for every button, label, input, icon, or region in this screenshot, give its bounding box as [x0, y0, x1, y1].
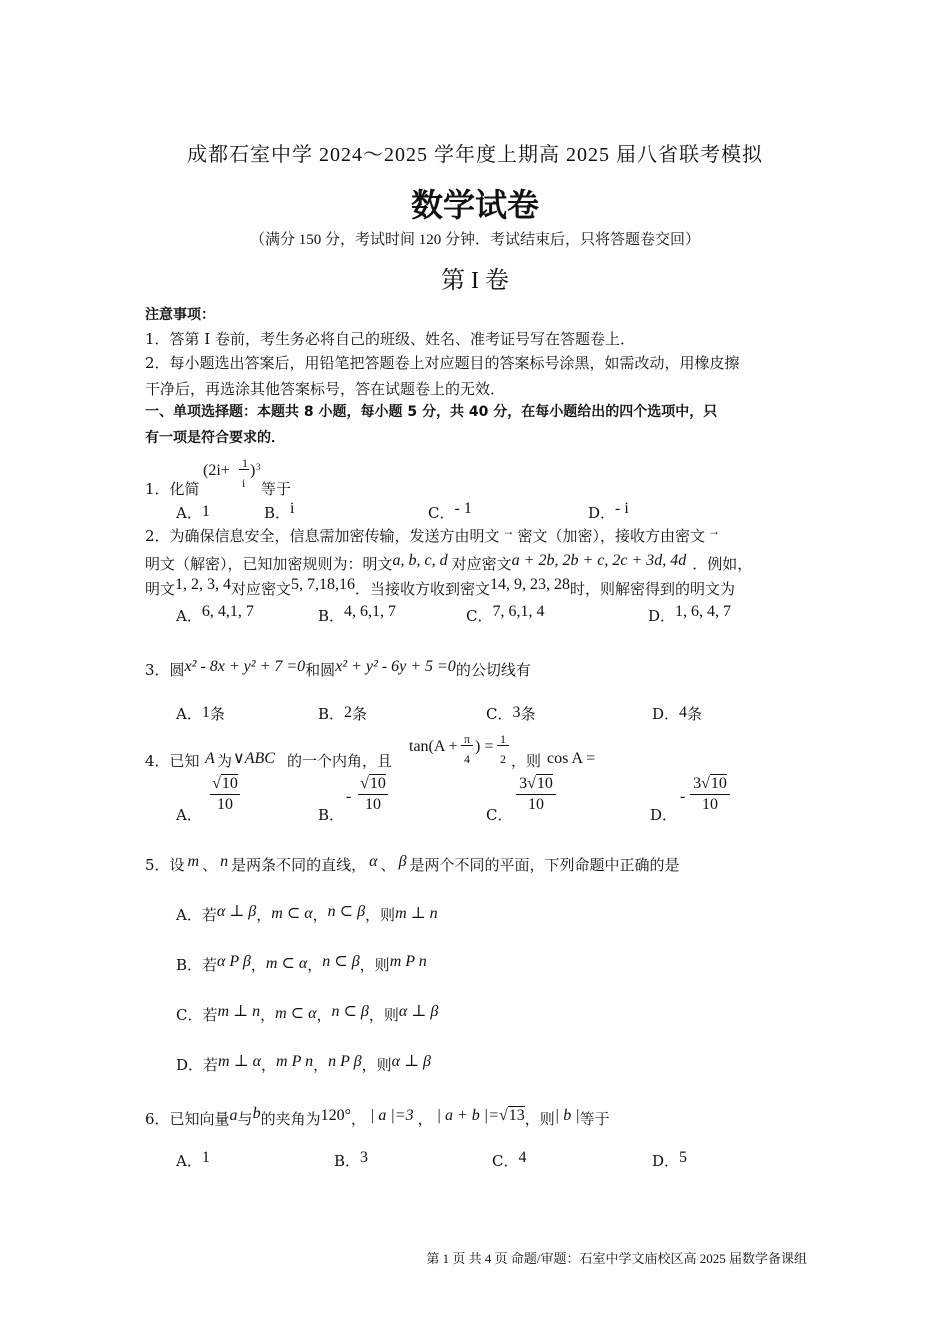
- q1-prefix: 1．化简: [145, 480, 200, 498]
- q2-option-a[interactable]: A．6, 4,1, 7: [176, 603, 254, 625]
- q6-option-b[interactable]: B．3: [334, 1149, 369, 1170]
- arrow-icon: →: [708, 524, 721, 538]
- notice-item-2-line-2: 干净后，再选涂其他答案标号，答在试题卷上的无效．: [145, 380, 506, 398]
- q1-option-b[interactable]: B．i: [264, 500, 295, 522]
- question-2-line-1: 2．为确保信息安全，信息需加密传输，发送方由明文 → 密文（加密），接收方由密文 →: [145, 524, 721, 545]
- q1-expr-open: (2i+: [203, 462, 230, 479]
- q1-suffix: 等于: [261, 480, 292, 498]
- q1-option-a[interactable]: A．1: [176, 503, 210, 522]
- section-heading-line-2: 有一项是符合要求的．: [145, 430, 285, 446]
- q5-option-d[interactable]: D．若m ⊥ α，m P n，n P β，则α ⊥ β: [176, 1053, 432, 1074]
- question-2-line-2: 明文（解密），已知加密规则为：明文a, b, c, d 对应密文a + 2b, 2b + c, 2c + 3d, 4d ．例如，: [145, 552, 753, 573]
- question-4: 4．已知 A 为 ∨ABC 的一个内角，且 tan(A + π 4 ) = 1 2 ，则 cos A =: [145, 732, 596, 770]
- q3-option-a[interactable]: A．1条: [176, 704, 225, 723]
- question-6: 6．已知向量a与b的夹角为120°， | a |=3 ， | a + b |=√13，则| b |等于: [145, 1105, 610, 1128]
- q3-option-d[interactable]: D．4条: [652, 704, 703, 723]
- question-5: 5．设 m 、 n 是两条不同的直线， α 、 β 是两个不同的平面，下列命题中正确的是: [145, 853, 680, 874]
- q2-option-c[interactable]: C．7, 6,1, 4: [466, 603, 545, 625]
- q6-option-a[interactable]: A．1: [176, 1149, 210, 1170]
- q1-power: 3: [256, 462, 261, 472]
- q1-option-c[interactable]: C．- 1: [428, 500, 472, 522]
- exam-subtitle: （满分 150 分，考试时间 120 分钟．考试结束后，只将答题卷交回）: [249, 232, 700, 248]
- q4-options: A． √10 10 B． - √10 10 C． 3√10 10 D． - 3√10 10: [176, 774, 776, 820]
- q2-option-d[interactable]: D．1, 6, 4, 7: [648, 603, 732, 625]
- page-footer: 第 1 页 共 4 页 命题/审题：石室中学文庙校区高 2025 届数学备课组: [426, 1251, 807, 1266]
- q5-option-b[interactable]: B．若α P β，m ⊂ α，n ⊂ β，则m P n: [176, 953, 427, 974]
- volume-title: 第 I 卷: [441, 268, 509, 294]
- arrow-icon: →: [502, 524, 515, 538]
- q3-option-b[interactable]: B．2条: [318, 704, 368, 723]
- q1-option-d[interactable]: D．- i: [588, 500, 629, 522]
- q2-option-b[interactable]: B．4, 6,1, 7: [318, 603, 397, 625]
- q1-frac-den: i: [242, 476, 246, 490]
- notice-item-1: 1．答第 I 卷前，考生务必将自己的班级、姓名、准考证号写在答题卷上．: [145, 330, 636, 348]
- q6-option-d[interactable]: D．5: [652, 1149, 688, 1170]
- section-heading-line-1: 一、单项选择题：本题共 8 小题，每小题 5 分，共 40 分，在每小题给出的四个选项中，只: [145, 404, 718, 420]
- question-3: 3．圆x² - 8x + y² + 7 =0和圆x² + y² - 6y + 5 =0的公切线有: [145, 658, 531, 679]
- page-title: 数学试卷: [410, 186, 539, 224]
- notice-heading: 注意事项：: [145, 307, 215, 323]
- q1-expr-close: ): [250, 462, 256, 479]
- q6-option-c[interactable]: C．4: [492, 1149, 527, 1170]
- q1-frac-num: 1: [242, 456, 248, 470]
- q5-option-a[interactable]: A．若α ⊥ β，m ⊂ α，n ⊂ β，则m ⊥ n: [176, 903, 438, 924]
- school-line: 成都石室中学 2024～2025 学年度上期高 2025 届八省联考模拟: [187, 144, 763, 166]
- notice-item-2-line-1: 2．每小题选出答案后，用铅笔把答题卷上对应题目的答案标号涂黑，如需改动，用橡皮擦: [145, 354, 740, 372]
- question-2-line-3: 明文1, 2, 3, 4对应密文5, 7,18,16．当接收方收到密文14, 9, 23, 28时，则解密得到的明文为: [145, 576, 736, 598]
- q5-option-c[interactable]: C．若m ⊥ n，m ⊂ α，n ⊂ β，则α ⊥ β: [176, 1003, 439, 1024]
- q3-option-c[interactable]: C．3条: [486, 704, 536, 723]
